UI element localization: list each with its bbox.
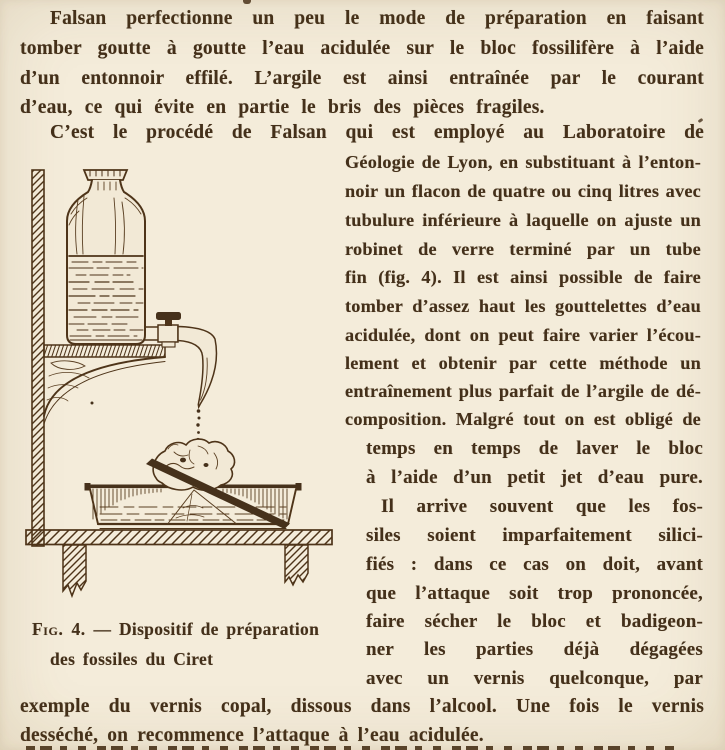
figure-caption-line1 <box>32 619 319 640</box>
table-leg-left <box>63 545 86 596</box>
text-line: lement et obtenir par cette méthode un <box>345 353 701 373</box>
water-drops <box>196 409 200 441</box>
text-line: acidulée, dont on peut faire varier l’écou- <box>345 325 701 345</box>
text-line: tomber d’assez haut les gouttelettes d’eau <box>345 296 701 316</box>
bracket-curve-outer <box>44 357 165 416</box>
text-line: robinet de verre terminé par un tube <box>345 239 701 259</box>
text-line: Géologie de Lyon, en substituant à l’enton- <box>345 152 701 172</box>
text-line: composition. Malgré tout on est obligé de <box>345 409 701 429</box>
text-line: d’eau, ce qui évite en partie le bris des pièces fragiles. <box>20 97 545 118</box>
table-top <box>26 530 332 545</box>
fossil-preparation-apparatus-drawing <box>18 158 348 613</box>
text-line: Il arrive souvent que les fos- <box>381 496 703 517</box>
stopcock-tap <box>145 312 216 407</box>
wall-post <box>32 170 44 546</box>
text-line: Falsan perfectionne un peu le mode de préparation en faisant <box>50 8 704 29</box>
cropped-previous-line-artifact <box>243 0 251 4</box>
ink-speck <box>91 402 94 405</box>
text-line: fiés : dans ce cas on doit, avant <box>366 554 703 575</box>
text-line: avec un vernis quelconque, par <box>366 668 703 689</box>
text-line: ner les parties déjà dégagées <box>366 639 703 660</box>
text-line: que l’attaque soit trop prononcée, <box>366 583 703 604</box>
caption-text: Dispositif de préparation <box>118 619 320 639</box>
table-leg-right <box>285 545 308 585</box>
text-line: siles soient imparfaitement silici- <box>366 525 703 546</box>
bracket-curve-inner <box>44 362 165 425</box>
figure-apparatus <box>18 158 348 613</box>
apparatus-group <box>26 170 332 596</box>
text-line: entraînement plus parfait de l’argile de dé- <box>345 381 701 401</box>
text-line: C’est le procédé de Falsan qui est employé au Laboratoire de <box>50 122 704 143</box>
bottle <box>67 170 145 344</box>
figure-caption-line2: des fossiles du Ciret <box>50 649 214 669</box>
text-line: d’un entonnoir effilé. L’argile est ainsi entraînée par le courant <box>20 68 704 89</box>
text-line: desséché, on recommence l’attaque à l’eau acidulée. <box>20 725 484 746</box>
text-line: faire sécher le bloc et badigeon- <box>366 611 703 632</box>
text-line: fin (fig. 4). Il est ainsi possible de faire <box>345 267 701 287</box>
cropped-next-line-artifact <box>26 746 674 750</box>
text-line: tomber goutte à goutte l’eau acidulée sur le bloc fossilifère à l’aide <box>20 38 704 59</box>
figure-number-label: Fig. 4. <box>32 619 86 639</box>
text-line: temps en temps de laver le bloc <box>366 438 703 459</box>
text-line: tubulure inférieure à laquelle on ajuste un <box>345 210 701 230</box>
text-line: noir un flacon de quatre ou cinq litres avec <box>345 181 701 201</box>
text-line: à l’aide d’un petit jet d’eau pure. <box>366 467 703 488</box>
text-line: exemple du vernis copal, dissous dans l’alcool. Une fois le vernis <box>20 696 704 717</box>
caption-dash: — <box>93 619 112 639</box>
tap-handle <box>156 312 181 320</box>
shelf <box>44 345 165 357</box>
drip-nozzle <box>178 327 216 408</box>
